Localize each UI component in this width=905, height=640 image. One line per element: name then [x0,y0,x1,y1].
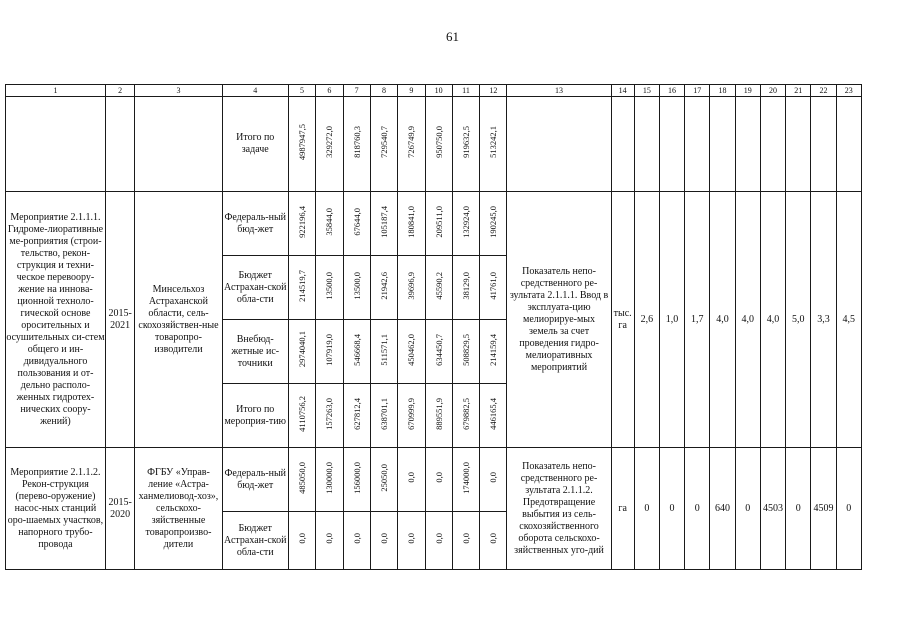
value-cell: 38129,0 [460,271,471,300]
value-cell: 45590,2 [433,271,444,300]
col-header: 5 [288,85,315,97]
value-cell: 4987947,5 [297,123,308,161]
value-cell: 190245,0 [488,205,499,238]
value-cell: 25050,0 [379,463,389,492]
value-cell: 329272,0 [324,126,335,158]
value-cell: 156000,0 [351,461,362,494]
value-cell: 0,0 [379,533,389,544]
event2-row-federal [6,448,862,512]
value-cell: 818760,3 [351,126,362,158]
col-header: 18 [710,85,735,97]
value-cell: 13500,0 [324,271,335,300]
value-cell: 107919,0 [324,333,335,366]
column-number-row [6,85,862,97]
funding-source: Федераль-ный бюд-жет [222,192,288,256]
value-cell: 513242,1 [488,126,499,158]
value-cell: 0,0 [460,533,471,544]
value-cell: 485050,0 [297,461,308,494]
indicator-value: 0 [659,448,684,570]
event2-executor: ФГБУ «Управ-ление «Астра-ханмелиовод-хоз», сельскохо-зяйственные товаропроизво-дители [135,448,222,570]
value-cell: 950750,0 [433,126,444,158]
value-cell: 2974040,1 [297,331,308,368]
col-header: 17 [685,85,710,97]
event2-indicator: Показатель непо-средственного ре-зультата 2.1.1.2. Предотвращение выбытия из сель-скохозяйственного оборота сельскохо-зяйственных уго-дий [507,448,611,570]
indicator-value: 4503 [760,448,785,570]
event1-executor: Минсельхоз Астраханской области, сель-скохозяйствен-ные товаропро-изводители [135,192,222,448]
value-cell: 209511,0 [433,205,444,238]
col-header: 7 [343,85,370,97]
indicator-value: 1,0 [659,192,684,448]
event1-unit: тыс. га [611,192,634,448]
value-cell: 105187,4 [379,205,389,238]
value-cell: 130000,0 [324,461,335,494]
funding-source: Бюджет Астрахан-ской обла-сти [222,256,288,320]
value-cell: 450462,0 [406,333,417,366]
indicator-value: 0 [836,448,861,570]
value-cell: 0,0 [406,472,417,483]
col-header: 8 [370,85,397,97]
value-cell: 0,0 [433,533,444,544]
indicator-value: 0 [685,448,710,570]
value-cell: 13500,0 [351,271,362,300]
event1-row-federal [6,192,862,256]
value-cell: 21942,6 [379,271,389,300]
col-header: 16 [659,85,684,97]
value-cell: 0,0 [488,533,499,544]
col-header: 2 [105,85,134,97]
event2-name: Мероприятие 2.1.1.2. Рекон-струкция (перево-оружение) насос-ных станций оро-шаемых участков, напорного трубо-провода [6,448,106,570]
value-cell: 35844,0 [324,207,335,236]
page-number: 61 [446,29,459,44]
value-cell: 0,0 [297,533,308,544]
event1-indicator: Показатель непо-средственного ре-зультата 2.1.1.1. Ввод в эксплуата-цию мелиорируе-мых земель за счет проведения гидро-мелиоративных мероприятий [507,192,611,448]
funding-source: Бюджет Астрахан-ской обла-сти [222,512,288,570]
indicator-value: 1,7 [685,192,710,448]
value-cell: 679882,5 [460,397,471,430]
value-cell: 922196,4 [297,205,308,238]
value-cell: 41761,0 [488,271,499,300]
event1-name: Мероприятие 2.1.1.1. Гидроме-лиоративные ме-роприятия (строи-тельство, рекон-струкция и техни-ческое перевоору-жение на иннова-ционной техноло-гической основе оросительных и осушительных си-стем общего и ин-дивидуального пользования и от-дельно располо-женных гидротех-нических соору-жений) [6,192,106,448]
value-cell: 726749,9 [406,126,417,158]
col-header: 10 [425,85,452,97]
col-header: 22 [811,85,836,97]
col-header: 4 [222,85,288,97]
value-cell: 634450,7 [433,333,444,366]
program-table [5,84,862,570]
col-header: 15 [634,85,659,97]
value-cell: 627812,4 [351,397,362,430]
task-total-label: Итого по задаче [222,97,288,192]
funding-source: Федераль-ный бюд-жет [222,448,288,512]
value-cell: 511571,1 [379,333,389,366]
event2-unit: га [611,448,634,570]
col-header: 1 [6,85,106,97]
indicator-value: 0 [786,448,811,570]
value-cell: 546668,4 [351,333,362,366]
value-cell: 0,0 [351,533,362,544]
value-cell: 214519,7 [297,269,308,302]
col-header: 3 [135,85,222,97]
indicator-value: 5,0 [786,192,811,448]
col-header: 6 [316,85,343,97]
value-cell: 919632,5 [460,126,471,158]
indicator-value: 2,6 [634,192,659,448]
funding-source: Итого по мероприя-тию [222,384,288,448]
value-cell: 670999,9 [406,397,417,430]
indicator-value: 4,0 [710,192,735,448]
col-header: 13 [507,85,611,97]
col-header: 11 [452,85,479,97]
value-cell: 4110756,2 [297,395,308,432]
value-cell: 214159,4 [488,333,499,366]
col-header: 21 [786,85,811,97]
col-header: 9 [398,85,425,97]
value-cell: 174000,0 [460,461,471,494]
indicator-value: 0 [634,448,659,570]
col-header: 23 [836,85,861,97]
indicator-value: 640 [710,448,735,570]
value-cell: 132924,0 [460,205,471,238]
indicator-value: 4509 [811,448,836,570]
task-total-row [6,97,862,192]
funding-source: Внебюд-жетные ис-точники [222,320,288,384]
indicator-value: 0 [735,448,760,570]
value-cell: 729540,7 [379,126,389,158]
indicator-value: 4,5 [836,192,861,448]
indicator-value: 4,0 [735,192,760,448]
value-cell: 180841,0 [406,205,417,238]
col-header: 12 [480,85,507,97]
event1-years: 2015-2021 [105,192,134,448]
event2-years: 2015-2020 [105,448,134,570]
indicator-value: 4,0 [760,192,785,448]
indicator-value: 3,3 [811,192,836,448]
value-cell: 889551,9 [433,397,444,430]
col-header: 14 [611,85,634,97]
value-cell: 0,0 [324,533,335,544]
value-cell: 67644,0 [351,207,362,236]
value-cell: 157263,0 [324,397,335,430]
value-cell: 39696,9 [406,271,417,300]
col-header: 19 [735,85,760,97]
value-cell: 0,0 [406,533,417,544]
value-cell: 0,0 [433,472,444,483]
value-cell: 508829,5 [460,333,471,366]
value-cell: 0,0 [488,472,499,483]
value-cell: 638701,1 [379,397,389,430]
col-header: 20 [760,85,785,97]
value-cell: 446165,4 [488,397,499,430]
